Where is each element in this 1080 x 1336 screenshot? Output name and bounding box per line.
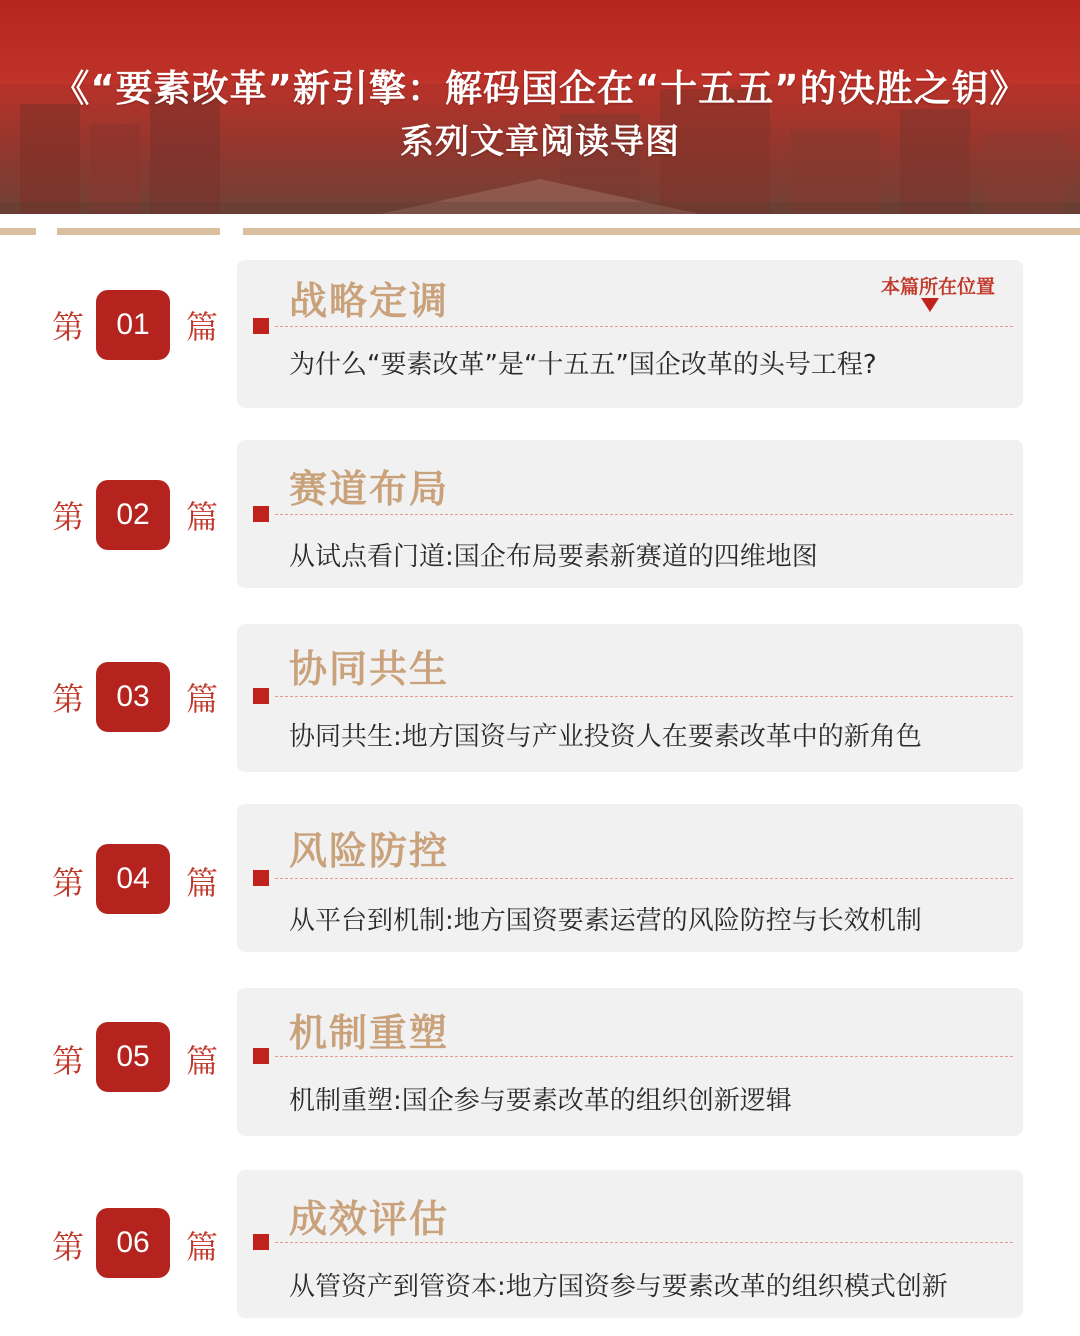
pian-label: 篇	[186, 308, 219, 346]
article-title: 风险防控	[289, 829, 450, 873]
down-triangle-icon	[921, 298, 939, 312]
article-index-02	[0, 440, 236, 590]
red-square-icon	[253, 318, 269, 334]
article-index-05	[0, 988, 236, 1138]
divider-left	[0, 228, 36, 235]
red-square-icon	[253, 1048, 269, 1064]
article-row-06[interactable]	[0, 1170, 1080, 1320]
article-row-01[interactable]	[0, 258, 1080, 408]
red-square-icon	[253, 870, 269, 886]
article-title: 赛道布局	[289, 467, 450, 511]
article-card-06[interactable]	[237, 1170, 1023, 1318]
article-index-04	[0, 804, 236, 954]
article-title: 机制重塑	[289, 1011, 450, 1055]
banner-subtitle: 系列文章阅读导图	[400, 122, 680, 162]
article-title: 成效评估	[289, 1197, 450, 1241]
article-index-03	[0, 624, 236, 774]
article-number-badge: 05	[96, 1022, 170, 1092]
article-subtitle: 为什么“要素改革”是“十五五”国企改革的头号工程?	[289, 350, 877, 380]
red-square-icon	[253, 1234, 269, 1250]
banner-title: 《“要素改革”新引擎：解码国企在“十五五”的决胜之钥》	[52, 67, 1028, 110]
article-subtitle: 从试点看门道:国企布局要素新赛道的四维地图	[289, 542, 818, 572]
divider-right	[243, 228, 1080, 235]
di-label: 第	[52, 1228, 85, 1266]
di-label: 第	[52, 308, 85, 346]
dashed-separator	[275, 1242, 1013, 1243]
article-row-03[interactable]	[0, 624, 1080, 774]
article-number-badge: 03	[96, 662, 170, 732]
dashed-separator	[275, 696, 1013, 697]
article-row-04[interactable]	[0, 804, 1080, 954]
di-label: 第	[52, 498, 85, 536]
dashed-separator	[275, 1056, 1013, 1057]
dashed-separator	[275, 514, 1013, 515]
current-position-label: 本篇所在位置	[880, 276, 995, 298]
pian-label: 篇	[186, 864, 219, 902]
divider-middle	[57, 228, 220, 235]
red-square-icon	[253, 506, 269, 522]
pian-label: 篇	[186, 680, 219, 718]
article-title: 协同共生	[289, 647, 450, 691]
article-number-badge: 06	[96, 1208, 170, 1278]
article-title: 战略定调	[289, 279, 450, 323]
article-card-05[interactable]	[237, 988, 1023, 1136]
article-row-05[interactable]	[0, 988, 1080, 1138]
pian-label: 篇	[186, 1042, 219, 1080]
dashed-separator	[275, 326, 1013, 327]
di-label: 第	[52, 864, 85, 902]
di-label: 第	[52, 680, 85, 718]
article-card-02[interactable]	[237, 440, 1023, 588]
article-number-badge: 01	[96, 290, 170, 360]
article-subtitle: 机制重塑:国企参与要素改革的组织创新逻辑	[289, 1086, 792, 1116]
pian-label: 篇	[186, 498, 219, 536]
article-card-01[interactable]	[237, 260, 1023, 408]
article-index-01	[0, 258, 236, 408]
dashed-separator	[275, 878, 1013, 879]
article-number-badge: 02	[96, 480, 170, 550]
article-card-04[interactable]	[237, 804, 1023, 952]
pian-label: 篇	[186, 1228, 219, 1266]
article-subtitle: 从平台到机制:地方国资要素运营的风险防控与长效机制	[289, 906, 922, 936]
article-subtitle: 协同共生:地方国资与产业投资人在要素改革中的新角色	[289, 722, 922, 752]
di-label: 第	[52, 1042, 85, 1080]
article-index-06	[0, 1170, 236, 1320]
red-square-icon	[253, 688, 269, 704]
article-subtitle: 从管资产到管资本:地方国资参与要素改革的组织模式创新	[289, 1272, 948, 1302]
header-banner	[0, 0, 1080, 214]
article-card-03[interactable]	[237, 624, 1023, 772]
article-row-02[interactable]	[0, 440, 1080, 590]
article-number-badge: 04	[96, 844, 170, 914]
